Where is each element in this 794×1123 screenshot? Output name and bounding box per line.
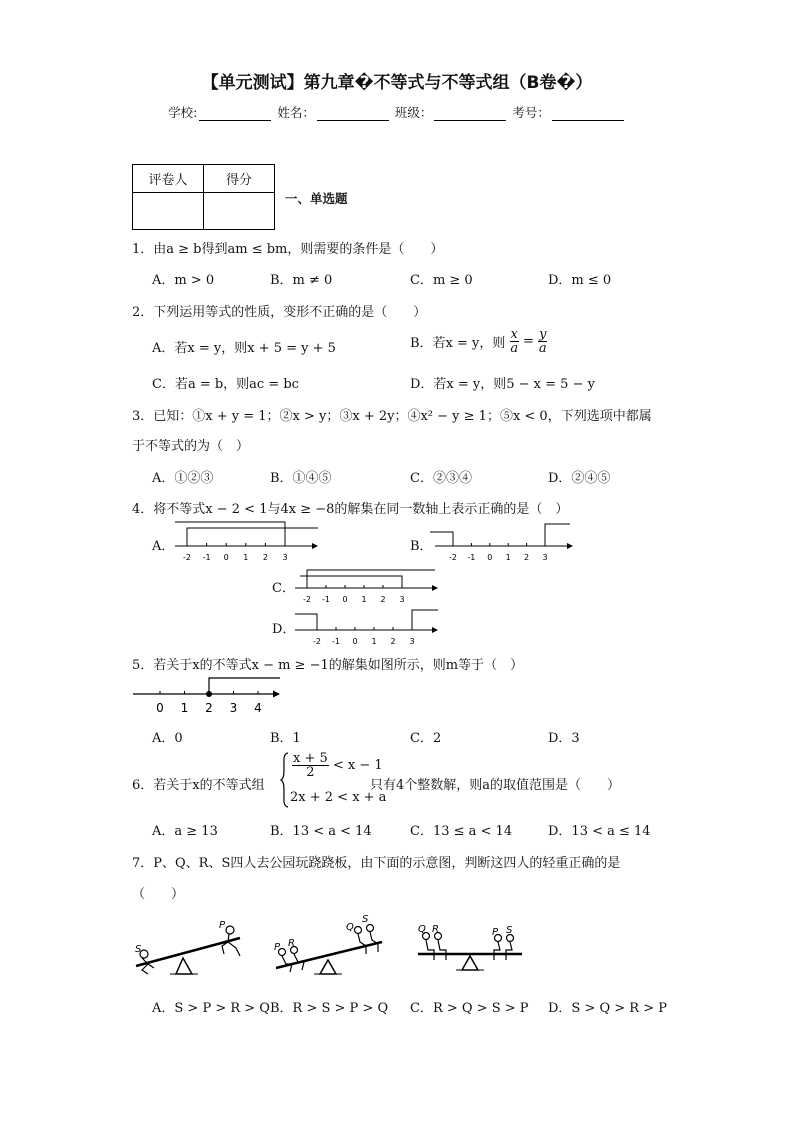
- tick-label: 2: [390, 637, 396, 646]
- q2-option-c[interactable]: C．若a = b，则ac = bc: [152, 377, 299, 392]
- seesaw-1-left-label: S: [135, 944, 142, 955]
- tick-label: 2: [262, 553, 268, 562]
- tick-label: 0: [156, 701, 164, 715]
- q6-inequality-1: $\frac{x + 5}{2}$ < x − 1: [293, 751, 383, 780]
- q4-option-d-number-line: [290, 604, 440, 646]
- seesaw-3-left-label-2: R: [432, 924, 439, 935]
- q4-option-d-label[interactable]: D．: [272, 622, 296, 637]
- seesaw-2-right-label-1: Q: [346, 922, 354, 933]
- q5-option-d[interactable]: D．3: [548, 731, 580, 746]
- class-label: 班级：: [394, 105, 433, 120]
- q6-option-a[interactable]: A．a ≥ 13: [152, 824, 218, 839]
- seesaw-2-right-label-2: S: [362, 914, 369, 925]
- tick-label: -1: [332, 637, 340, 646]
- tick-label: 1: [361, 595, 367, 604]
- school-label: 学校:: [168, 105, 198, 120]
- q4-option-a-number-line: [170, 520, 320, 562]
- q1-option-d[interactable]: D．m ≤ 0: [548, 273, 612, 288]
- section-heading: 一、单选题: [285, 191, 348, 206]
- seesaw-1-right-label: P: [219, 920, 226, 931]
- q2-option-b-text: B．若x = y，则: [410, 336, 506, 351]
- exam-no-blank[interactable]: [552, 108, 624, 121]
- q2-stem: 2．下列运用等式的性质，变形不正确的是（ ）: [132, 305, 427, 320]
- tick-label: 0: [342, 595, 348, 604]
- page-title: 【单元测试】第九章�不等式与不等式组（B卷�）: [201, 73, 593, 93]
- exam-no-label: 考号：: [512, 105, 550, 120]
- seesaw-figure-3: [412, 920, 528, 980]
- tick-label: -1: [322, 595, 330, 604]
- seesaw-figure-2: [270, 912, 390, 984]
- fraction: $\frac{y}{a}$: [538, 327, 547, 356]
- q6-option-d[interactable]: D．13 < a ≤ 14: [548, 824, 651, 839]
- tick-label: 2: [205, 701, 213, 715]
- tick-label: 4: [254, 701, 262, 715]
- tick-label: 2: [380, 595, 386, 604]
- tick-label: 3: [229, 701, 238, 715]
- tick-label: 3: [409, 637, 415, 646]
- class-blank[interactable]: [434, 108, 506, 121]
- tick-label: 3: [282, 553, 288, 562]
- tick-label: -2: [449, 553, 457, 562]
- q7-option-d[interactable]: D．S > Q > R > P: [548, 1001, 667, 1016]
- q4-option-c-label[interactable]: C．: [272, 581, 295, 596]
- q7-option-b[interactable]: B．R > S > P > Q: [270, 1001, 389, 1016]
- tick-label: -1: [202, 553, 211, 562]
- q3-option-a[interactable]: A．①②③: [152, 471, 214, 486]
- q2-option-d[interactable]: D．若x = y，则5 − x = 5 − y: [410, 377, 595, 392]
- grader-header: 评卷人: [133, 165, 204, 193]
- tick-label: 2: [524, 553, 530, 562]
- q3-option-c[interactable]: C．②③④: [410, 471, 472, 486]
- tick-label: 1: [243, 553, 249, 562]
- tick-label: 0: [352, 637, 358, 646]
- q6-stem-post: 只有4个整数解，则a的取值范围是（ ）: [370, 778, 621, 793]
- q4-option-b-number-line: [430, 520, 575, 562]
- tick-label: 1: [371, 637, 377, 646]
- score-header: 得分: [204, 165, 275, 193]
- q3-stem-line2: 于不等式的为（ ）: [132, 439, 250, 454]
- tick-label: -1: [467, 553, 476, 562]
- q5-option-a[interactable]: A．0: [152, 731, 183, 746]
- tick-label: 3: [399, 595, 405, 604]
- q6-system-brace: [280, 752, 290, 808]
- seesaw-3-right-label-2: S: [506, 925, 513, 936]
- q6-stem-pre: 6．若关于x的不等式组: [132, 778, 265, 793]
- tick-label: -2: [303, 595, 311, 604]
- score-cell[interactable]: [204, 193, 275, 230]
- name-label: 姓名：: [277, 105, 315, 120]
- seesaw-2-left-label-2: R: [288, 938, 295, 949]
- q4-option-b-label[interactable]: B．: [410, 539, 433, 554]
- tick-label: 3: [542, 553, 548, 562]
- student-info-line: [0, 103, 794, 121]
- q6-option-b[interactable]: B．13 < a < 14: [270, 824, 372, 839]
- score-table: [132, 164, 275, 230]
- q2-option-a[interactable]: A．若x = y，则x + 5 = y + 5: [152, 341, 336, 356]
- school-blank[interactable]: [199, 108, 271, 121]
- tick-label: 1: [505, 553, 511, 562]
- q2-option-b[interactable]: B．若x = y，则 $\frac{x}{a}$ = $\frac{y}{a}$: [410, 327, 547, 356]
- tick-label: 1: [180, 701, 189, 715]
- q1-option-a[interactable]: A．m > 0: [152, 273, 215, 288]
- seesaw-2-left-label-1: P: [274, 942, 281, 953]
- q6-option-c[interactable]: C．13 ≤ a < 14: [410, 824, 513, 839]
- fraction: $\frac{x}{a}$: [510, 327, 519, 356]
- q5-option-c[interactable]: C．2: [410, 731, 442, 746]
- tick-label: 0: [223, 553, 229, 562]
- q1-option-b[interactable]: B．m ≠ 0: [270, 273, 333, 288]
- tick-label: -2: [313, 637, 321, 646]
- q5-stem: 5．若关于x的不等式x − m ≥ −1的解集如图所示，则m等于（ ）: [132, 658, 524, 673]
- seesaw-figure-1: [128, 918, 248, 984]
- q4-stem: 4．将不等式x − 2 < 1与4x ≥ −8的解集在同一数轴上表示正确的是（ ）: [132, 502, 569, 517]
- q7-stem-line1: 7．P、Q、R、S四人去公园玩跷跷板，由下面的示意图，判断这四人的轻重正确的是: [132, 856, 621, 871]
- seesaw-3-right-label-1: P: [492, 927, 499, 938]
- q4-option-a-label[interactable]: A．: [152, 539, 175, 554]
- q4-option-c-number-line: [290, 562, 440, 604]
- q1-stem: 1．由a ≥ b得到am ≤ bm，则需要的条件是（ ）: [132, 242, 444, 257]
- q7-option-c[interactable]: C．R > Q > S > P: [410, 1001, 529, 1016]
- tick-label: -2: [183, 553, 191, 562]
- seesaw-3-left-label-1: Q: [418, 924, 426, 935]
- q7-stem-line2: （ ）: [132, 887, 185, 902]
- q5-option-b[interactable]: B．1: [270, 731, 301, 746]
- q3-option-b[interactable]: B．①④⑤: [270, 471, 332, 486]
- grader-cell[interactable]: [133, 193, 204, 230]
- name-blank[interactable]: [317, 108, 389, 121]
- q7-option-a[interactable]: A．S > P > R > Q: [152, 1001, 270, 1016]
- q5-number-line: [130, 672, 290, 716]
- q3-stem-line1: 3．已知：①x + y = 1；②x > y；③x + 2y；④x² − y ≥ 1；⑤x < 0，下列选项中都属: [132, 409, 652, 424]
- q3-option-d[interactable]: D．②④⑤: [548, 471, 611, 486]
- q1-option-c[interactable]: C．m ≥ 0: [410, 273, 473, 288]
- q6-inequality-2: 2x + 2 < x + a: [290, 790, 387, 805]
- tick-label: 0: [487, 553, 493, 562]
